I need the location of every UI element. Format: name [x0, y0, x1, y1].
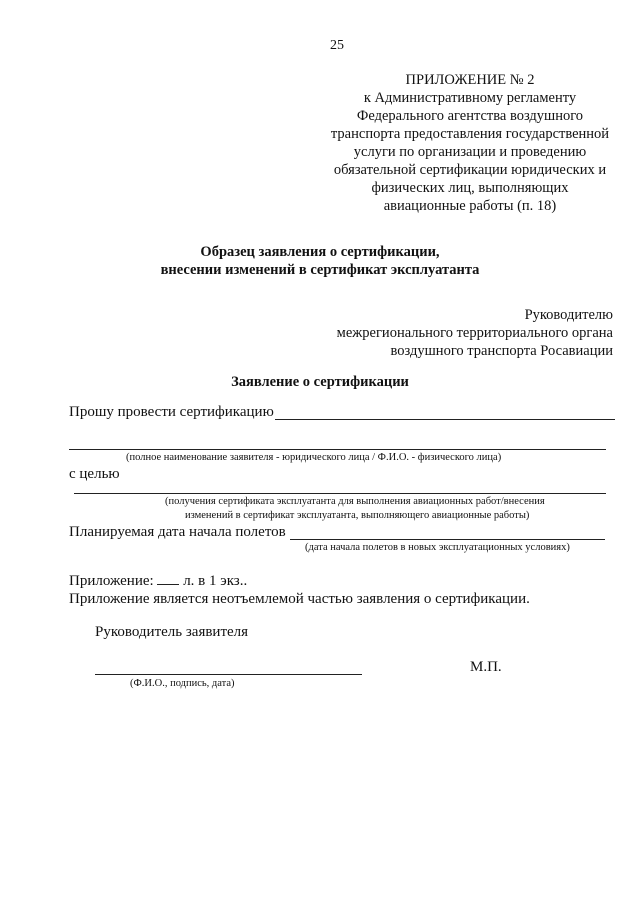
appendix-line-3: транспорта предоставления государственной: [330, 126, 610, 142]
appendix-line-5: обязательной сертификации юридических и: [333, 162, 607, 178]
purpose-hint-1: (получения сертификата эксплуатанта для выполнения авиационных работ/внесения: [165, 496, 545, 507]
addressee-line-1: Руководителю: [524, 307, 613, 323]
sample-title-line-2: внесении изменений в сертификат эксплуатанта: [160, 262, 480, 278]
applicant-hint: (полное наименование заявителя - юридического лица / Ф.И.О. - физического лица): [126, 452, 502, 463]
date-label: Планируемая дата начала полетов: [69, 524, 286, 540]
purpose-hint-2: изменений в сертификат эксплуатанта, выполняющего авиационные работы): [185, 510, 530, 521]
applicant-fill-line: [69, 449, 606, 450]
signature-fill-line: [95, 674, 362, 675]
form-heading: Заявление о сертификации: [231, 374, 409, 390]
signature-hint: (Ф.И.О., подпись, дата): [130, 678, 235, 689]
request-fill-line: [275, 419, 615, 420]
attachment-suffix: л. в 1 экз..: [179, 573, 248, 589]
appendix-line-4: услуги по организации и проведению: [353, 144, 587, 160]
appendix-title: ПРИЛОЖЕНИЕ № 2: [405, 72, 535, 88]
page-number: 25: [330, 38, 344, 53]
purpose-label: с целью: [69, 466, 120, 482]
attachment-line: [69, 572, 247, 590]
request-label: Прошу провести сертификацию: [69, 404, 274, 420]
appendix-line-6: физических лиц, выполняющих: [371, 180, 569, 196]
appendix-line-2: Федерального агентства воздушного: [356, 108, 584, 124]
addressee-line-2: межрегионального территориального органа: [336, 325, 613, 341]
seal-label: М.П.: [470, 659, 502, 675]
purpose-fill-line: [74, 493, 606, 494]
appendix-line-1: к Административному регламенту: [363, 90, 577, 106]
sample-title-line-1: Образец заявления о сертификации,: [200, 244, 440, 260]
head-label: Руководитель заявителя: [95, 624, 249, 640]
attachment-sheets-field: [157, 572, 179, 585]
attachment-note: Приложение является неотъемлемой частью заявления о сертификации.: [69, 591, 530, 607]
addressee-line-3: воздушного транспорта Росавиации: [390, 343, 613, 359]
date-hint: (дата начала полетов в новых эксплуатационных условиях): [305, 542, 570, 553]
attachment-label: Приложение:: [69, 573, 158, 589]
appendix-line-7: авиационные работы (п. 18): [383, 198, 557, 214]
date-fill-line: [290, 539, 605, 540]
